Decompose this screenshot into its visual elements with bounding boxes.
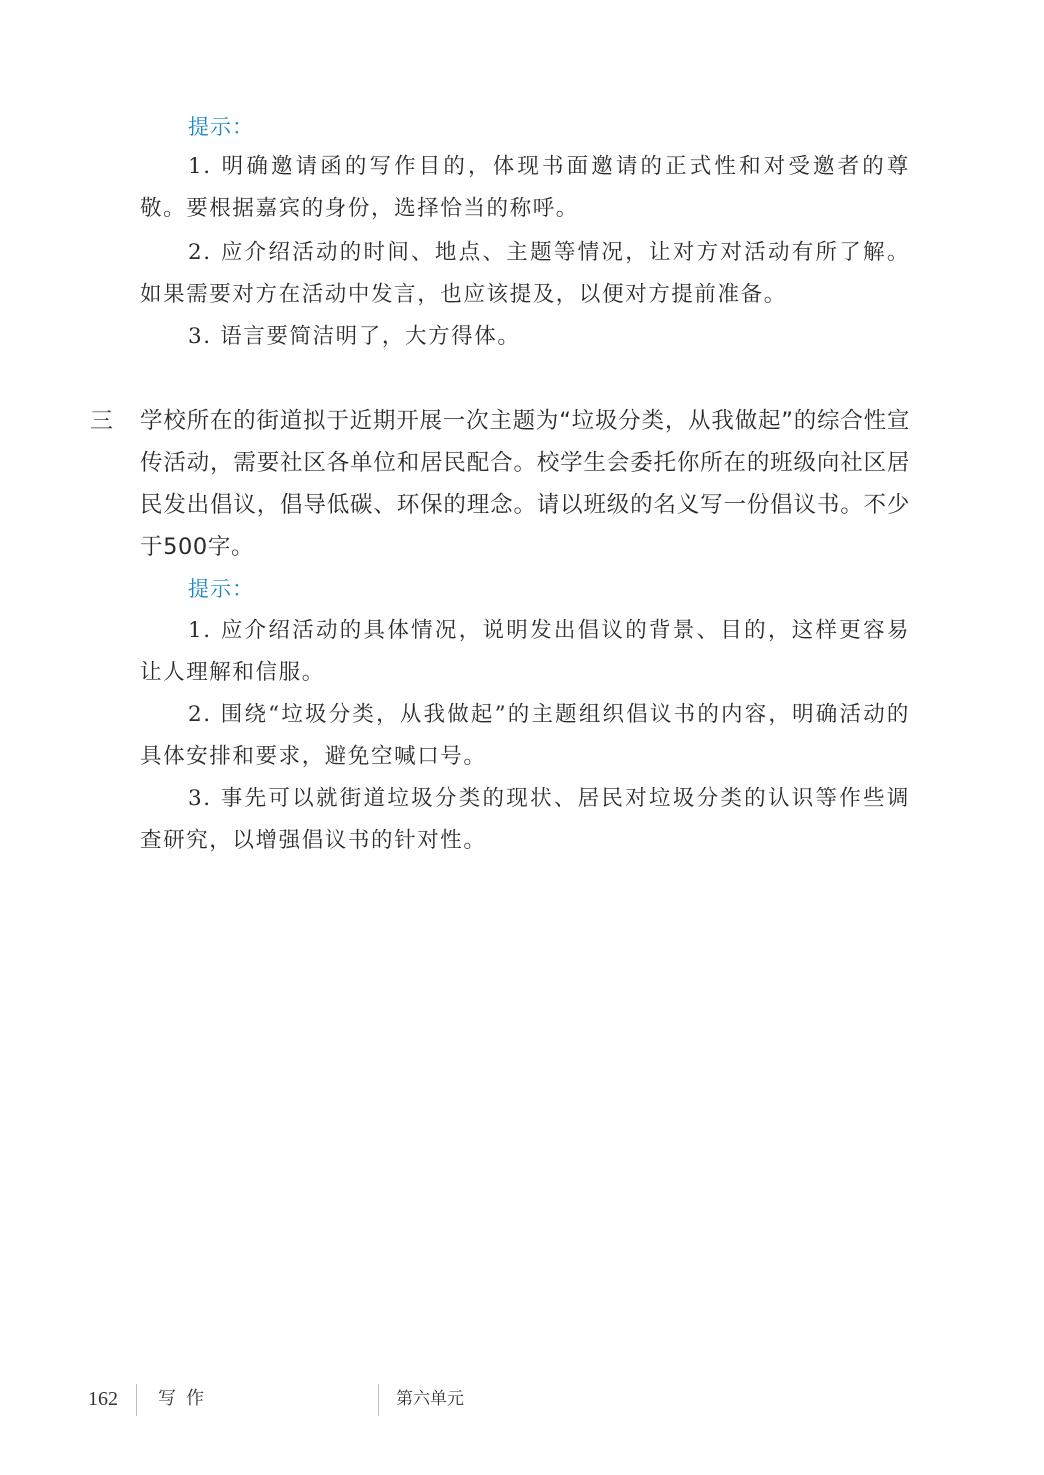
footer-page-number: 162 xyxy=(88,1388,118,1410)
writing-prompt: 学校所在的街道拟于近期开展一次主题为“垃圾分类，从我做起”的综合性宣传活动，需要社区各单位和居民配合。校学生会委托你所在的班级向社区居民发出倡议，倡导低碳、环保的理念。请以班级的名义写一份倡议书。不少于500字。 xyxy=(140,408,910,560)
prompt-number: 三 xyxy=(90,408,113,434)
footer-section-title: 写作 xyxy=(158,1388,214,1409)
footer-divider xyxy=(136,1384,137,1416)
tip-paragraph: 1. 明确邀请函的写作目的，体现书面邀请的正式性和对受邀者的尊敬。要根据嘉宾的身份，选择恰当的称呼。 xyxy=(140,154,910,221)
tip-paragraph: 3. 事先可以就街道垃圾分类的现状、居民对垃圾分类的认识等作些调查研究，以增强倡议书的针对性。 xyxy=(140,786,910,853)
hint-label-bottom: 提示： xyxy=(188,577,254,601)
footer-unit-title: 第六单元 xyxy=(396,1389,464,1409)
tip-paragraph: 2. 应介绍活动的时间、地点、主题等情况，让对方对活动有所了解。如果需要对方在活动中发言，也应该提及，以便对方提前准备。 xyxy=(140,240,910,307)
footer-divider xyxy=(378,1384,379,1416)
tip-paragraph: 3. 语言要简洁明了，大方得体。 xyxy=(188,324,521,349)
tip-paragraph: 1. 应介绍活动的具体情况，说明发出倡议的背景、目的，这样更容易让人理解和信服。 xyxy=(140,618,910,685)
hint-label-top: 提示： xyxy=(188,115,254,139)
tip-paragraph: 2. 围绕“垃圾分类，从我做起”的主题组织倡议书的内容，明确活动的具体安排和要求，避免空喊口号。 xyxy=(140,702,910,769)
